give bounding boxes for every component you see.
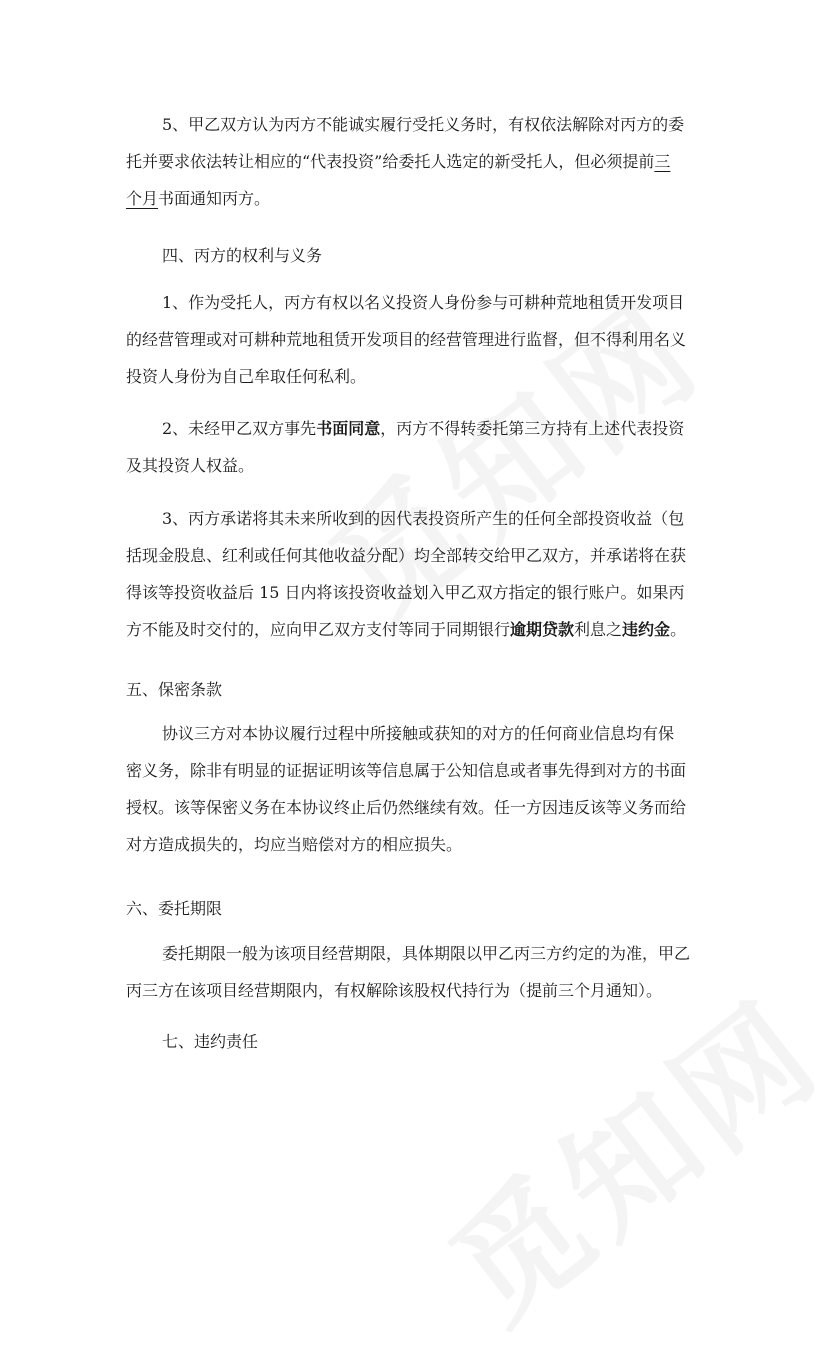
section-heading-6: 六、委托期限 (126, 899, 223, 918)
text-span: ，丙方不得转委托第三方持有上述代表投资 (380, 419, 685, 438)
underlined-term: 个月 (126, 189, 159, 208)
text-line: 3、丙方承诺将其未来所收到的因代表投资所产生的任何全部投资收益（包 (162, 509, 685, 528)
text-line: 委托期限一般为该项目经营期限，具体期限以甲乙丙三方约定的为准，甲乙 (162, 944, 691, 963)
section-heading-4: 四、丙方的权利与义务 (162, 246, 323, 265)
clause-4-1-paragraph (126, 284, 706, 395)
text-line: 1、作为受托人，丙方有权以名义投资人身份参与可耕种荒地租赁开发项目 (162, 293, 685, 312)
text-line: 投资人身份为自己牟取任何私利。 (126, 367, 367, 386)
text-line: 5、甲乙双方认为丙方不能诚实履行受托义务时，有权依法解除对丙方的委 (162, 115, 685, 134)
section-heading-5: 五、保密条款 (126, 680, 223, 699)
text-span: 。 (670, 620, 687, 639)
text-line: 及其投资人权益。 (126, 456, 255, 475)
text-line (126, 180, 706, 217)
text-span: 托并要求依法转让相应的“代表投资”给委托人选定的新受托人，但必须提前 (126, 152, 655, 171)
term-paragraph (126, 935, 706, 1009)
emphasized-term: 违约金 (622, 620, 671, 639)
text-span: 书面通知丙方。 (158, 189, 271, 208)
text-line: 密义务，除非有明显的证据证明该等信息属于公知信息或者事先得到对方的书面 (126, 761, 687, 780)
text-span: 利息之 (574, 620, 623, 639)
clause-4-3-paragraph (126, 500, 706, 648)
text-line: 括现金股息、红利或任何其他收益分配）均全部转交给甲乙双方，并承诺将在获 (126, 546, 687, 565)
clause-4-2-paragraph (126, 410, 706, 484)
text-span: 方不能及时交付的，应向甲乙双方支付等同于同期银行 (126, 620, 511, 639)
text-line: 得该等投资收益后 15 日内将该投资收益划入甲乙双方指定的银行账户。如果丙 (126, 583, 685, 602)
emphasized-term: 逾期贷款 (510, 620, 575, 639)
text-line: 授权。该等保密义务在本协议终止后仍然继续有效。任一方因违反该等义务而给 (126, 798, 687, 817)
text-line: 丙三方在该项目经营期限内，有权解除该股权代持行为（提前三个月通知）。 (126, 981, 663, 1000)
text-line: 协议三方对本协议履行过程中所接触或获知的对方的任何商业信息均有保 (162, 724, 675, 743)
section-heading-7: 七、违约责任 (162, 1032, 259, 1051)
text-line: 对方造成损失的，均应当赔偿对方的相应损失。 (126, 835, 463, 854)
underlined-term: 三 (654, 152, 671, 171)
emphasized-term: 书面同意 (316, 419, 381, 438)
text-span: 2、未经甲乙双方事先 (162, 419, 317, 438)
clause-3-5-paragraph (126, 106, 706, 217)
text-line (126, 611, 706, 648)
text-line: 的经营管理或对可耕种荒地租赁开发项目的经营管理进行监督，但不得利用名义 (126, 330, 687, 349)
text-line (126, 143, 706, 180)
watermark (407, 951, 830, 1356)
confidentiality-paragraph (126, 715, 706, 863)
text-line (126, 410, 706, 447)
